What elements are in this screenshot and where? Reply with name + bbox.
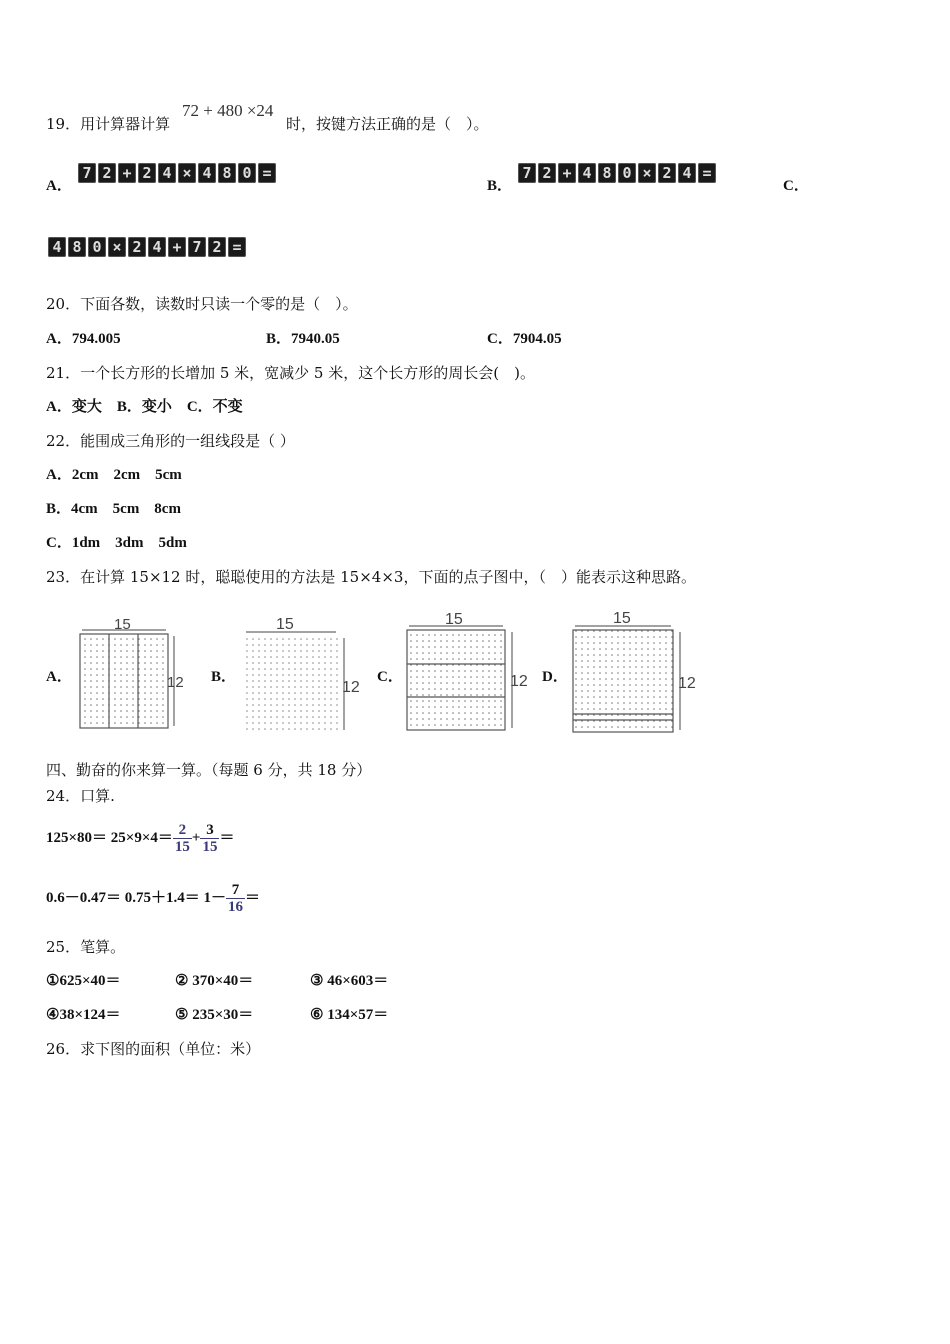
q24-row1-fraction-2: $\frac{3}{15}$ bbox=[202, 822, 218, 856]
q19-b-key: × bbox=[638, 163, 656, 183]
q25-item-1: ①625×40＝ bbox=[46, 973, 121, 989]
q19-suffix: 时，按键方法正确的是（ ）。 bbox=[286, 115, 489, 133]
q24-row1-plus: + bbox=[191, 830, 201, 846]
q19-a-key: 2 bbox=[98, 163, 116, 183]
q22-option-c: C．1dm 3dm 5dm bbox=[46, 535, 187, 551]
q19-expression: 72 + 480 ×24 bbox=[182, 101, 274, 120]
q19-c-key: 0 bbox=[88, 237, 106, 257]
q19-c-key: 2 bbox=[128, 237, 146, 257]
q23-label-b: B． bbox=[211, 669, 237, 685]
q25-title: 25．笔算。 bbox=[46, 938, 126, 956]
q19-a-key: × bbox=[178, 163, 196, 183]
q23-stem: 23．在计算 15×12 时，聪聪使用的方法是 15×4×3，下面的点子图中，（ ）能表示这种思路。 bbox=[46, 568, 696, 586]
width-label-a: 15 bbox=[114, 616, 131, 633]
height-label-d: 12 bbox=[678, 675, 696, 692]
q25-item-5: ⑤ 235×30＝ bbox=[175, 1007, 254, 1023]
q25-item-3: ③ 46×603＝ bbox=[310, 973, 389, 989]
q19-c-key: 7 bbox=[188, 237, 206, 257]
q19-a-key: 4 bbox=[158, 163, 176, 183]
q19-c-key: = bbox=[228, 237, 246, 257]
width-label-c: 15 bbox=[445, 611, 463, 628]
q19-a-key: + bbox=[118, 163, 136, 183]
q19-a-key: 2 bbox=[138, 163, 156, 183]
q19-c-key: + bbox=[168, 237, 186, 257]
width-label-b: 15 bbox=[276, 616, 294, 633]
dot-diagram-d bbox=[567, 604, 702, 736]
q24-row1-fraction-1: $\frac{2}{15}$ bbox=[174, 822, 190, 856]
height-label-a: 12 bbox=[167, 674, 184, 691]
q19-b-key: 2 bbox=[658, 163, 676, 183]
q25-item-2: ② 370×40＝ bbox=[175, 973, 254, 989]
height-label-b: 12 bbox=[342, 679, 360, 696]
q22-option-a: A．2cm 2cm 5cm bbox=[46, 467, 182, 483]
q19-a-key: 0 bbox=[238, 163, 256, 183]
q19-option-a-keys bbox=[78, 163, 276, 183]
q19-option-b-label: B． bbox=[487, 178, 513, 194]
q21-stem: 21．一个长方形的长增加 5 米，宽减少 5 米，这个长方形的周长会( )。 bbox=[46, 364, 535, 382]
q24-row1-text: 125×80＝ 25×9×4＝ bbox=[46, 830, 173, 846]
q20-option-b: B．7940.05 bbox=[266, 331, 340, 347]
dot-diagram-b bbox=[238, 612, 368, 737]
q19-b-key: 4 bbox=[578, 163, 596, 183]
q24-row-1 bbox=[46, 816, 234, 860]
q19-b-key: 0 bbox=[618, 163, 636, 183]
q24-row-2 bbox=[46, 876, 260, 920]
q23-label-a: A． bbox=[46, 669, 72, 685]
q19-option-c-label: C． bbox=[783, 178, 809, 194]
q19-c-key: 4 bbox=[48, 237, 66, 257]
section-4-title: 四、勤奋的你来算一算。（每题 6 分，共 18 分） bbox=[46, 761, 372, 779]
q20-option-c: C．7904.05 bbox=[487, 331, 562, 347]
q19-c-key: 2 bbox=[208, 237, 226, 257]
q19-c-key: × bbox=[108, 237, 126, 257]
q19-option-b-keys bbox=[518, 163, 716, 183]
q24-row2-text: 0.6－0.47＝ 0.75＋1.4＝ 1－ bbox=[46, 890, 227, 906]
dot-diagram-a bbox=[76, 612, 191, 732]
q19-a-key: = bbox=[258, 163, 276, 183]
q19-option-c-keys bbox=[48, 237, 246, 257]
q19-b-key: + bbox=[558, 163, 576, 183]
q19-b-key: 2 bbox=[538, 163, 556, 183]
dot-diagram-c bbox=[402, 608, 532, 736]
q24-row1-equals: ＝ bbox=[219, 830, 235, 846]
q19-b-key: 8 bbox=[598, 163, 616, 183]
width-label-d: 15 bbox=[613, 610, 631, 627]
q25-item-6: ⑥ 134×57＝ bbox=[310, 1007, 389, 1023]
q19-option-a-label: A． bbox=[46, 178, 72, 194]
q19-a-key: 8 bbox=[218, 163, 236, 183]
q19-stem bbox=[46, 114, 170, 134]
q23-label-c: C． bbox=[377, 669, 403, 685]
q24-title: 24．口算. bbox=[46, 787, 115, 805]
q20-option-a: A．794.005 bbox=[46, 331, 121, 347]
q25-item-4: ④38×124＝ bbox=[46, 1007, 121, 1023]
q19-a-key: 7 bbox=[78, 163, 96, 183]
q21-options: A．变大 B．变小 C．不变 bbox=[46, 399, 243, 415]
q19-b-key: 7 bbox=[518, 163, 536, 183]
q19-c-key: 8 bbox=[68, 237, 86, 257]
q19-c-key: 4 bbox=[148, 237, 166, 257]
q22-stem: 22．能围成三角形的一组线段是（ ） bbox=[46, 432, 295, 450]
q19-b-key: = bbox=[698, 163, 716, 183]
q24-row2-fraction: $\frac{7}{16}$ bbox=[228, 882, 244, 916]
q23-label-d: D． bbox=[542, 669, 568, 685]
q19-b-key: 4 bbox=[678, 163, 696, 183]
q26-title: 26．求下图的面积（单位：米） bbox=[46, 1040, 261, 1058]
q19-prefix: 19．用计算器计算 bbox=[46, 115, 171, 133]
q24-row2-equals: ＝ bbox=[245, 890, 261, 906]
q22-option-b: B．4cm 5cm 8cm bbox=[46, 501, 181, 517]
q20-stem: 20．下面各数，读数时只读一个零的是（ ）。 bbox=[46, 295, 358, 313]
q19-a-key: 4 bbox=[198, 163, 216, 183]
height-label-c: 12 bbox=[510, 673, 528, 690]
